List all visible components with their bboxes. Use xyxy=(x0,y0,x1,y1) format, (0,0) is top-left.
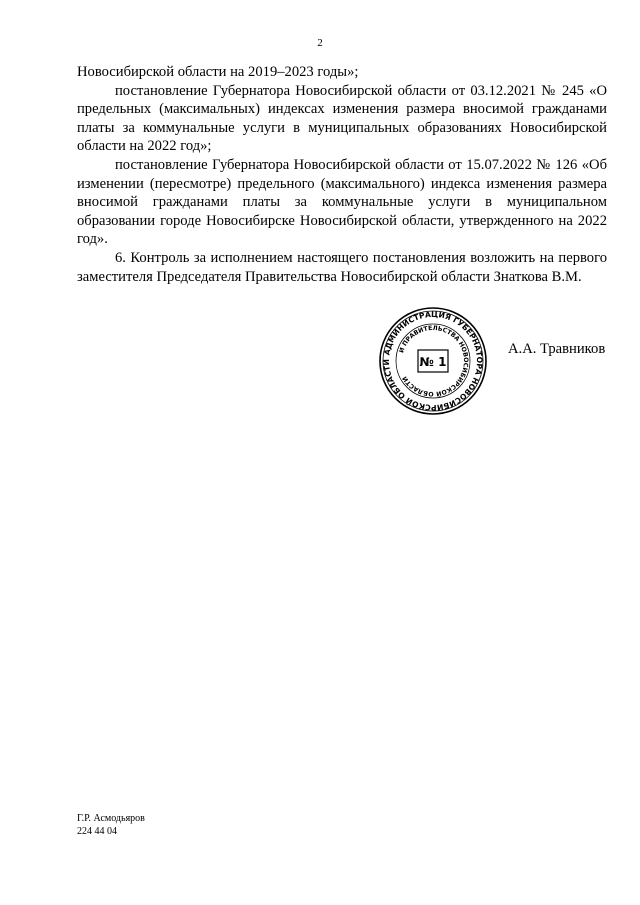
paragraph-control-clause: 6. Контроль за исполнением настоящего постановления возложить на первого заместителя Председателя Правительства Новосибирской области Знаткова В.М. xyxy=(77,249,607,285)
official-seal xyxy=(368,306,498,416)
paragraph-continuation: Новосибирской области на 2019–2023 годы»; xyxy=(77,64,359,80)
paragraph-decree-126: постановление Губернатора Новосибирской области от 15.07.2022 № 126 «Об изменении (пересмотре) предельного (максимального) индекса изменения размера вносимой гражданами платы за коммунальные услуги в муниципальном образовании городе Новосибирске Новосибирской области, утвержденного на 2022 год». xyxy=(77,156,607,248)
signature-block xyxy=(368,306,618,416)
document-body xyxy=(77,63,607,286)
seal-inner-text: И ПРАВИТЕЛЬСТВА НОВОСИБИРСКОЙ ОБЛАСТИ xyxy=(398,324,470,398)
seal-number: № 1 xyxy=(419,355,447,369)
seal-outer-text: АДМИНИСТРАЦИЯ ГУБЕРНАТОРА НОВОСИБИРСКОЙ ОБЛАСТИ xyxy=(381,309,485,413)
executor-info xyxy=(77,812,145,838)
paragraph-decree-245: постановление Губернатора Новосибирской области от 03.12.2021 № 245 «О предельных (максимальных) индексах изменения размера вносимой гражданами платы за коммунальные услуги в муниципальных образованиях Новосибирской области на 2022 год»; xyxy=(77,82,607,155)
executor-phone: 224 44 04 xyxy=(77,826,117,837)
page-number: 2 xyxy=(317,37,323,49)
signer-name: А.А. Травников xyxy=(508,341,606,357)
executor-name: Г.Р. Асмодьяров xyxy=(77,813,145,824)
